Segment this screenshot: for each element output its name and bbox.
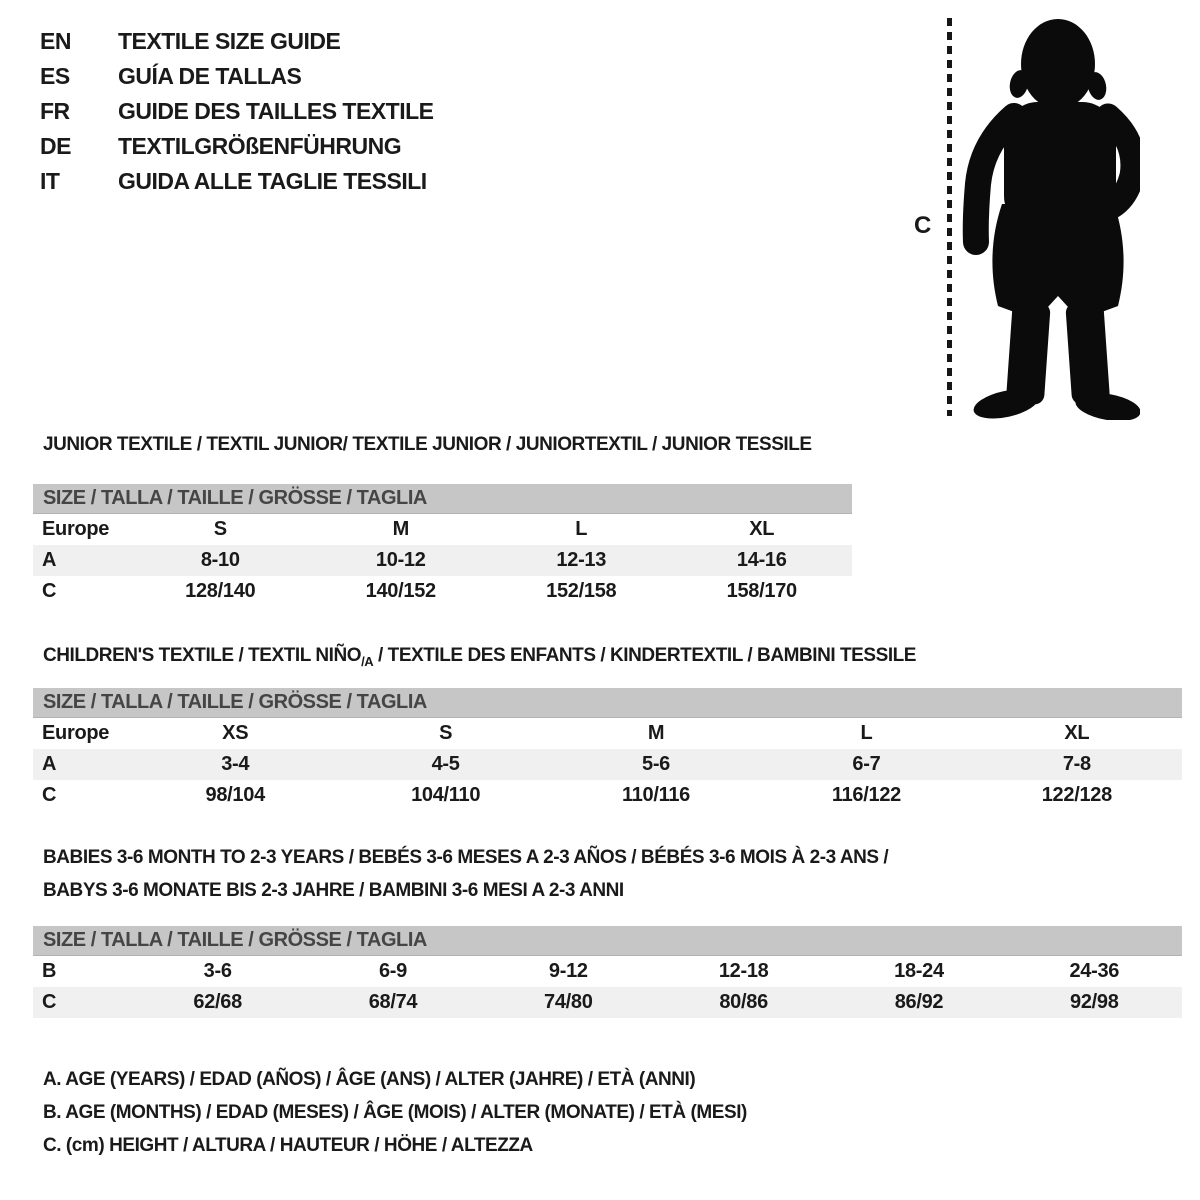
table-cell: 68/74 (368, 991, 418, 1013)
lang-row-en (40, 24, 434, 59)
children-title-sub: /A (361, 654, 374, 669)
lang-row-de (40, 129, 434, 164)
lang-row-fr (40, 94, 434, 129)
lang-code: DE (40, 133, 71, 159)
table-cell: 5-6 (642, 753, 671, 775)
table-cell: 4-5 (431, 753, 460, 775)
table-cell: 3-4 (221, 753, 250, 775)
lang-title: GUIDE DES TAILLES TEXTILE (118, 98, 434, 124)
babies-size-table (33, 926, 1182, 1018)
table-cell: 12-13 (556, 549, 607, 571)
row-label: A (42, 753, 57, 775)
table-cell: 6-7 (852, 753, 881, 775)
children-section-title (43, 644, 916, 674)
table-row (33, 987, 1182, 1018)
lang-title: TEXTILE SIZE GUIDE (118, 28, 341, 54)
babies-section-title-line2: BABYS 3-6 MONATE BIS 2-3 JAHRE / BAMBINI 3-6 MESI A 2-3 ANNI (43, 880, 624, 901)
lang-code: IT (40, 168, 60, 194)
table-row (33, 749, 1182, 780)
table-cell: L (575, 518, 588, 540)
table-cell: 140/152 (365, 580, 436, 602)
table-cell: 10-12 (375, 549, 426, 571)
babies-section-title-line1: BABIES 3-6 MONTH TO 2-3 YEARS / BEBÉS 3-6 MESES A 2-3 AÑOS / BÉBÉS 3-6 MOIS À 2-3 ANS / (43, 847, 889, 868)
lang-code: ES (40, 63, 70, 89)
table-cell: 104/110 (411, 784, 481, 806)
table-cell: S (439, 722, 453, 744)
table-cell: 3-6 (203, 960, 232, 982)
footnote-c: C. (cm) HEIGHT / ALTURA / HAUTEUR / HÖHE / ALTEZZA (43, 1135, 533, 1156)
table-cell: 86/92 (894, 991, 944, 1013)
table-cell: XL (749, 518, 775, 540)
size-header-label: SIZE / TALLA / TAILLE / GRÖSSE / TAGLIA (43, 487, 427, 509)
size-header-bar (33, 926, 1182, 956)
footnote-a: A. AGE (YEARS) / EDAD (AÑOS) / ÂGE (ANS) / ALTER (JAHRE) / ETÀ (ANNI) (43, 1069, 696, 1090)
table-cell: 122/128 (1041, 784, 1112, 806)
table-cell: 74/80 (544, 991, 593, 1013)
table-cell: 7-8 (1062, 753, 1091, 775)
footnote-b: B. AGE (MONTHS) / EDAD (MESES) / ÂGE (MOIS) / ALTER (MONATE) / ETÀ (MESI) (43, 1102, 747, 1123)
table-cell: 24-36 (1069, 960, 1120, 982)
table-cell: 80/86 (719, 991, 768, 1013)
lang-title: GUÍA DE TALLAS (118, 63, 302, 89)
footnote-legend (43, 1063, 747, 1162)
junior-section-title: JUNIOR TEXTILE / TEXTIL JUNIOR/ TEXTILE JUNIOR / JUNIORTEXTIL / JUNIOR TESSILE (43, 434, 812, 455)
row-label: C (42, 991, 57, 1013)
children-title-part1: CHILDREN'S TEXTILE / TEXTIL NIÑO (43, 645, 362, 666)
table-cell: 14-16 (736, 549, 787, 571)
table-cell: 8-10 (200, 549, 240, 571)
size-header-bar (33, 688, 1182, 718)
height-measure-dashed-line (947, 18, 952, 416)
height-label-c: C (914, 212, 932, 239)
table-cell: 116/122 (831, 784, 901, 806)
table-row (33, 718, 1182, 749)
toddler-silhouette-icon (962, 14, 1140, 420)
children-size-table (33, 688, 1182, 811)
size-header-label: SIZE / TALLA / TAILLE / GRÖSSE / TAGLIA (43, 929, 427, 951)
table-row (33, 576, 852, 607)
table-cell: 152/158 (546, 580, 617, 602)
table-row (33, 545, 852, 576)
table-cell: XL (1064, 722, 1090, 744)
table-row (33, 956, 1182, 987)
table-row (33, 780, 1182, 811)
table-cell: L (860, 722, 873, 744)
junior-size-table (33, 484, 852, 607)
table-cell: 6-9 (378, 960, 407, 982)
lang-code: EN (40, 28, 71, 54)
table-cell: 62/68 (193, 991, 242, 1013)
row-label: A (42, 549, 57, 571)
table-cell: 98/104 (205, 784, 265, 806)
table-cell: 92/98 (1070, 991, 1119, 1013)
table-cell: 9-12 (548, 960, 588, 982)
lang-row-es (40, 59, 434, 94)
table-cell: M (647, 722, 665, 744)
row-label: C (42, 784, 57, 806)
table-cell: 18-24 (894, 960, 944, 982)
row-label: Europe (42, 518, 110, 540)
lang-title: GUIDA ALLE TAGLIE TESSILI (118, 168, 427, 194)
children-title-part2: / TEXTILE DES ENFANTS / KINDERTEXTIL / BAMBINI TESSILE (373, 645, 917, 666)
lang-row-it (40, 164, 434, 199)
row-label: C (42, 580, 57, 602)
table-cell: XS (222, 722, 249, 744)
table-cell: 110/116 (622, 784, 691, 806)
language-title-list (40, 24, 434, 199)
table-cell: S (213, 518, 227, 540)
lang-code: FR (40, 98, 70, 124)
table-cell: M (392, 518, 409, 540)
row-label: B (42, 960, 57, 982)
lang-title: TEXTILGRÖßENFÜHRUNG (118, 133, 402, 159)
table-cell: 128/140 (185, 580, 256, 602)
size-header-bar (33, 484, 852, 514)
row-label: Europe (42, 722, 110, 744)
size-header-label: SIZE / TALLA / TAILLE / GRÖSSE / TAGLIA (43, 691, 427, 713)
table-row (33, 514, 852, 545)
table-cell: 12-18 (718, 960, 769, 982)
table-cell: 158/170 (726, 580, 797, 602)
